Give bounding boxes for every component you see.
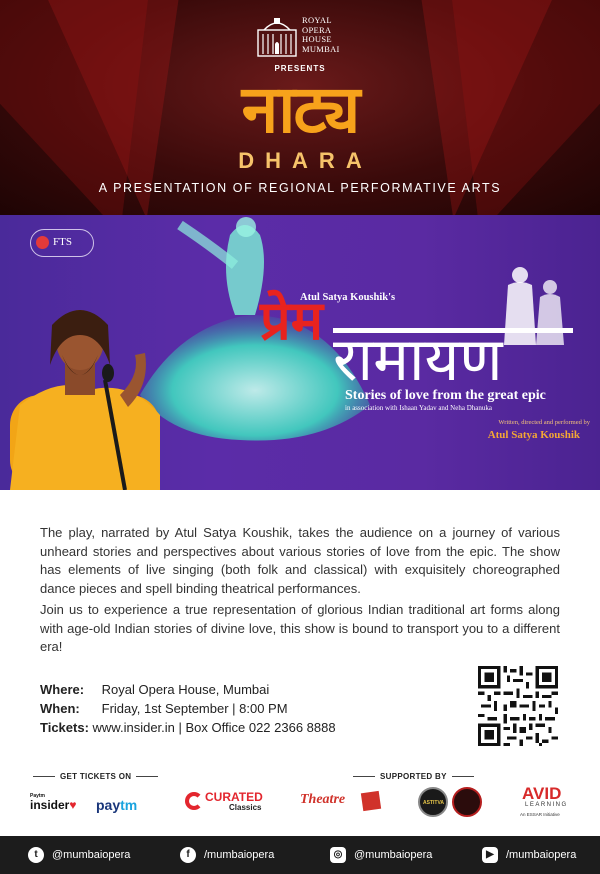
tickets-value[interactable]: www.insider.in | Box Office 022 2366 8888 [92,720,336,735]
curated-wordmark: CURATED [205,790,263,804]
divider [452,776,474,777]
avid-learning-logo [518,784,578,820]
festival-title-devanagari: नाट्य [241,72,359,146]
fts-play-icon [36,236,49,249]
divider [353,776,375,777]
facebook-icon: f [180,847,196,863]
play-title-ramayan: रामायण [333,326,503,393]
astitva-badge [418,787,448,817]
theatre-wordmark: Theatre [300,792,346,807]
astitva-wordmark: ASTITVA [423,800,445,806]
youtube-icon: ▶ [482,847,498,863]
social-footer [0,836,600,874]
astitva-logo [418,787,484,817]
presents-label: PRESENTS [274,64,326,73]
curated-c-icon [185,792,203,810]
twitter-link[interactable] [28,847,130,863]
avid-learning-wordmark: LEARNING [525,802,568,808]
royal-opera-house-logo [256,14,346,62]
when-row [40,699,336,718]
twitter-handle: @mumbaiopera [52,849,131,861]
twitter-icon: t [28,847,44,863]
supported-by-heading [348,772,479,781]
insider-wordmark: insider [30,798,70,812]
paytm-insider-logo[interactable] [30,793,77,812]
opera-house-building-icon [256,16,298,58]
play-banner [0,215,600,490]
get-tickets-label: GET TICKETS ON [60,772,132,781]
fts-productions-logo [30,229,94,257]
divider [136,776,158,777]
association-credit: in association with Ishaan Yadav and Neha Dhanuka [345,404,492,412]
facebook-handle: /mumbaiopera [204,849,275,861]
theatre-logo [300,790,380,814]
supported-by-label: SUPPORTED BY [380,772,447,781]
festival-subtitle: A PRESENTATION OF REGIONAL PERFORMATIVE ARTS [98,181,502,195]
facebook-link[interactable] [180,847,274,863]
get-tickets-heading [28,772,163,781]
festival-title-latin: DHARA [238,148,373,173]
essar-initiative-text: An ESSAR Initiative [520,812,560,817]
when-value: Friday, 1st September | 8:00 PM [101,701,288,716]
instagram-icon: ◎ [330,847,346,863]
paytm-insider-small-text: Paytm [30,793,46,799]
written-by-label: Written, directed and performed by [498,419,590,426]
youtube-link[interactable] [482,847,576,863]
performer-name: Atul Satya Koushik [487,429,580,441]
classics-wordmark: Classics [229,803,262,812]
paytm-wordmark-tm: tm [120,797,138,813]
paytm-logo[interactable] [96,797,137,813]
paytm-wordmark-pay: pay [96,797,121,813]
youtube-handle: /mumbaiopera [506,849,577,861]
author-credit: Atul Satya Koushik's [300,292,396,303]
tickets-label: Tickets: [40,720,89,735]
royal-opera-house-wordmark: ROYAL OPERA HOUSE MUMBAI [302,15,340,54]
instagram-handle: @mumbaiopera [354,849,433,861]
header [0,0,600,215]
tickets-row [40,718,336,737]
instagram-link[interactable] [330,847,432,863]
partner-badge [452,787,482,817]
where-label: Where: [40,682,85,697]
event-details [40,680,336,737]
divider [33,776,55,777]
where-row [40,680,336,699]
avid-wordmark: AVID [522,784,562,803]
qr-code[interactable] [478,666,558,746]
where-value: Royal Opera House, Mumbai [101,682,270,697]
fts-logo-text: FTS [53,236,72,248]
couple-silhouette [490,265,580,345]
heart-icon: ♥ [69,798,77,812]
description-paragraph: The play, narrated by Atul Satya Koushik, takes the audience on a journey of various unheard stories and perspectives about various stories of love from the epic. The show has elements of live singing (both folk and classical) with exquisitely choreographed dance pieces and spell binding theatrical performances. [40,525,560,596]
description-paragraph: Join us to experience a true representation of glorious Indian traditional art forms along with age-old Indian stories of divine love, this show is bound to transport you to a different era! [40,602,560,654]
when-label: When: [40,701,80,716]
performer-photo [0,295,170,490]
play-tagline: Stories of love from the great epic [345,388,546,403]
theatre-mask-icon [361,791,381,811]
play-title-prem: प्रेम [260,291,324,351]
